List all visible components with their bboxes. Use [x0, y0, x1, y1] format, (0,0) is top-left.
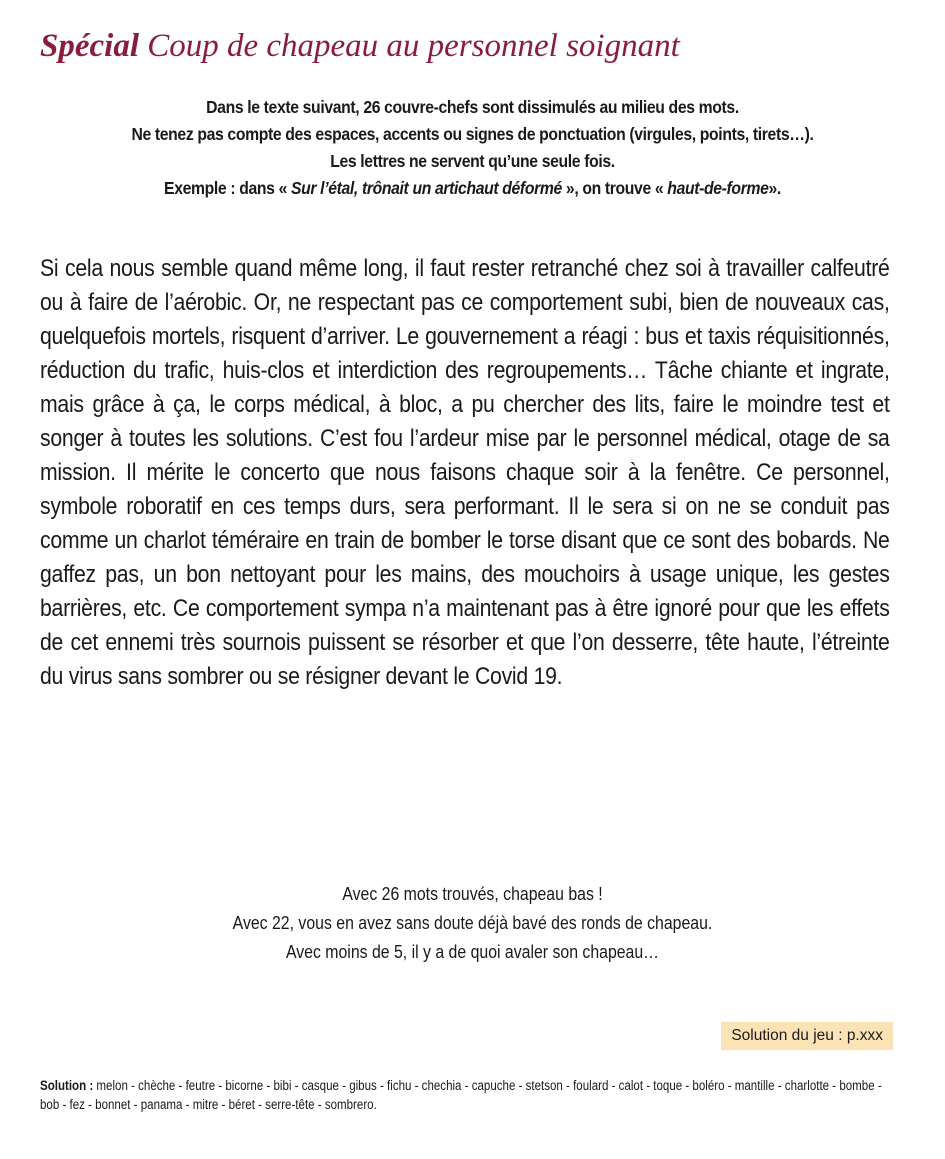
instructions	[65, 94, 880, 202]
example-suffix: ».	[768, 178, 781, 198]
example-phrase: Sur l’étal, trônait un artichaut déformé	[290, 178, 562, 198]
scoring-line-1: Avec 26 mots trouvés, chapeau bas !	[342, 884, 603, 904]
title-kicker: Spécial	[40, 28, 139, 64]
example-answer: haut-de-forme	[667, 178, 769, 198]
example-middle: », on trouve «	[565, 178, 664, 198]
page-title	[40, 28, 680, 65]
instructions-line-1: Dans le texte suivant, 26 couvre-chefs sont dissimulés au milieu des mots.	[206, 97, 739, 117]
scoring-line-2: Avec 22, vous en avez sans doute déjà bavé des ronds de chapeau.	[232, 913, 713, 933]
instructions-line-2: Ne tenez pas compte des espaces, accents ou signes de ponctuation (virgules, points, tirets…).	[131, 124, 814, 144]
instructions-line-3: Les lettres ne servent qu’une seule fois.	[330, 151, 615, 171]
scoring-text	[74, 880, 870, 967]
instructions-example	[65, 175, 880, 202]
solution-page-badge: Solution du jeu : p.xxx	[721, 1022, 893, 1050]
solution-label: Solution :	[40, 1078, 94, 1093]
solution-text: melon - chèche - feutre - bicorne - bibi - casque - gibus - fichu - chechia - capuche - stetson - foulard - calot - toque - boléro - mantille - charlotte - bombe - bob - fez - bonnet - panama - mitre - béret - serre-tête - sombrero.	[40, 1078, 882, 1112]
scoring-line-3: Avec moins de 5, il y a de quoi avaler son chapeau…	[285, 942, 660, 962]
solution-block	[40, 1076, 895, 1114]
example-prefix: Exemple : dans «	[164, 178, 287, 198]
title-text: Coup de chapeau au personnel soignant	[147, 28, 680, 64]
puzzle-text: Si cela nous semble quand même long, il faut rester retranché chez soi à travailler calfeutré ou à faire de l’aérobic. Or, ne respectant pas ce comportement subi, bien de nouveaux cas, quelquefois mortels, risquent d’arriver. Le gouvernement a réagi : bus et taxis réquisitionnés, réduction du trafic, huis-clos et interdiction des regroupements… Tâche chiante et ingrate, mais grâce à ça, le corps médical, à bloc, a pu chercher des lits, faire le moindre test et songer à toutes les solutions. C’est fou l’ardeur mise par le personnel médical, otage de sa mission. Il mérite le concerto que nous faisons chaque soir à la fenêtre. Ce personnel, symbole roboratif en ces temps durs, sera performant. Il le sera si on ne se conduit pas comme un charlot téméraire en train de bomber le torse disant que ce sont des bobards. Ne gaffez pas, un bon nettoyant pour les mains, des mouchoirs à usage unique, les gestes barrières, etc. Ce comportement sympa n’a maintenant pas à être ignoré pour que les effets de cet ennemi très sournois puissent se résorber et que l’on desserre, tête haute, l’étreinte du virus sans sombrer ou se résigner devant le Covid 19.	[40, 255, 890, 690]
